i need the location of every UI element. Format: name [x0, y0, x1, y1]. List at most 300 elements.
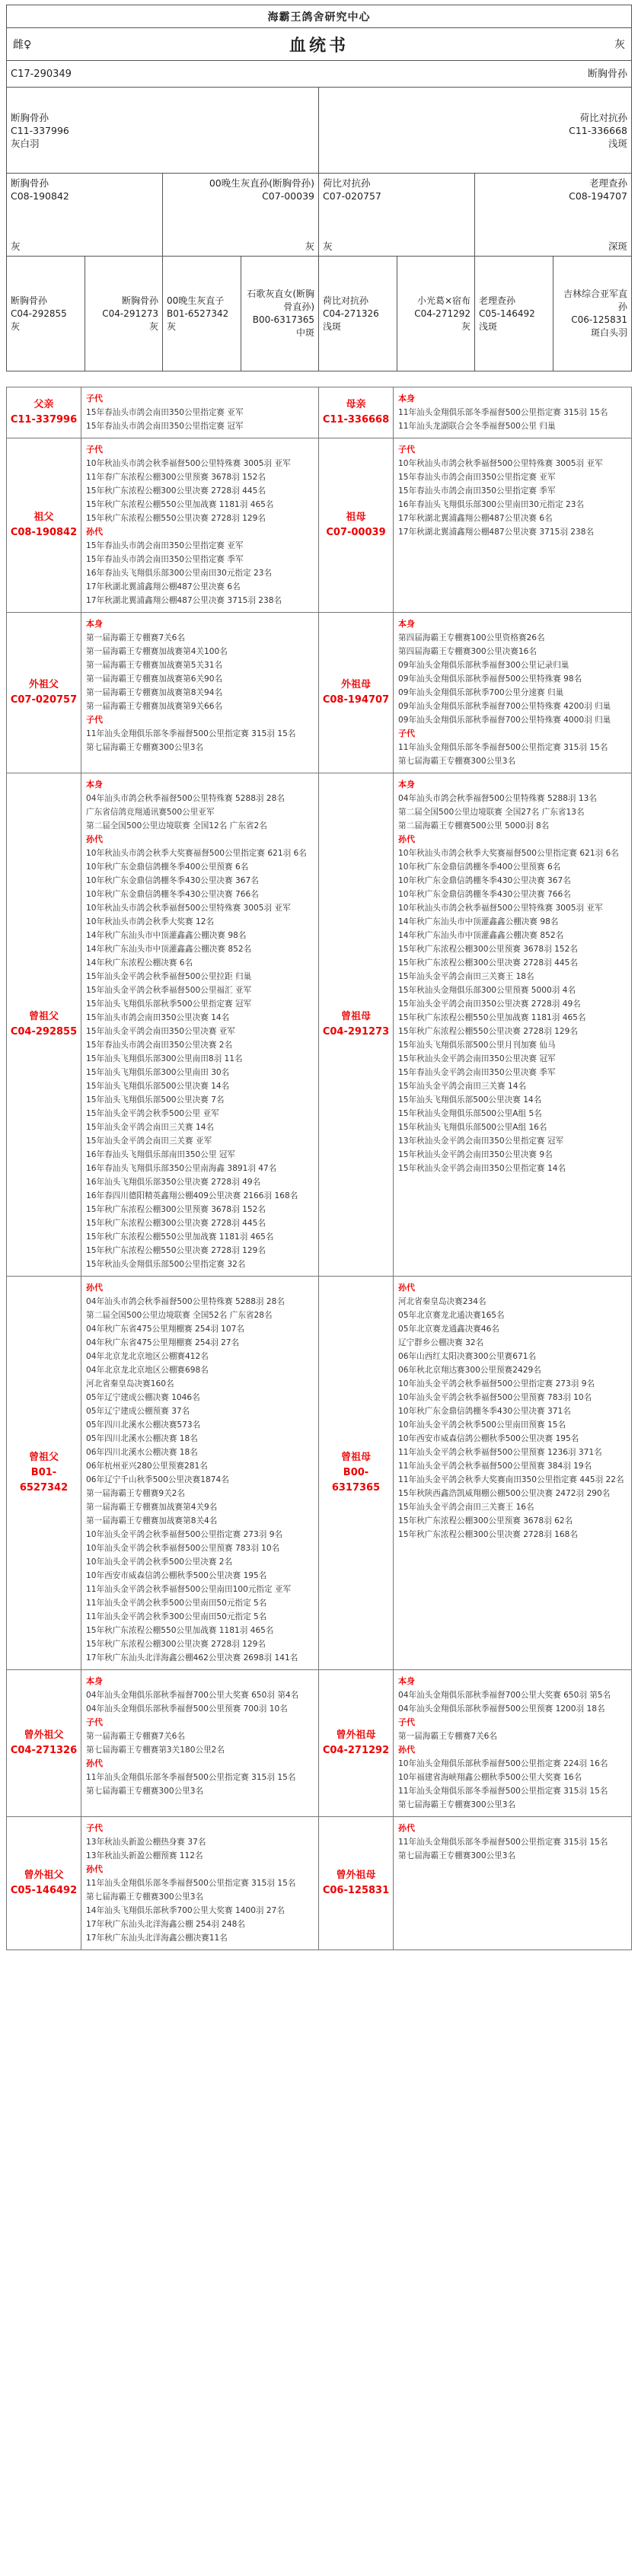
- ancestor-relation: 曾祖母: [340, 1452, 371, 1463]
- record-section-head: 孙代: [86, 527, 103, 537]
- record-line: 09年汕头金翔俱乐部秋季700公里分速赛 归巢: [398, 688, 564, 697]
- subject-color: 灰: [614, 39, 625, 51]
- record-line: 15年秋广东浓程公棚300公里预赛 3678羽 62名: [398, 1516, 573, 1526]
- ancestor-ring: C07-020757: [10, 694, 78, 706]
- record-section-head: 子代: [86, 715, 103, 725]
- record-line: 10年汕头金平鸽会秋季福督500公里预赛 783羽 10名: [398, 1393, 592, 1402]
- ancestor-ring: C11-337996: [10, 414, 78, 426]
- record-line: 15年汕头飞翔俱乐部300公里南田8羽 11名: [86, 1054, 243, 1063]
- great-grandparent-ring: C04-291273: [102, 308, 158, 319]
- grandparent-ring: C08-194707: [569, 190, 627, 202]
- record-line: 11年汕头龙湖联合会冬季福督500公里 归巢: [398, 422, 556, 431]
- record-line: 11年汕头金平鸽会秋季福督500公里南田100元指定 亚军: [86, 1585, 292, 1594]
- record-line: 第七届海霸王专棚赛300公里3名: [86, 743, 204, 752]
- subject-sex: 雌♀: [13, 39, 32, 51]
- ancestor-ring: C04-271292: [322, 1745, 390, 1756]
- record-line: 15年汕头金平鸽会秋季500公里 亚军: [86, 1109, 219, 1118]
- ancestor-relation: 曾祖父: [28, 1452, 59, 1463]
- record-line: 05年辽宁建成公棚决赛 1046名: [86, 1393, 200, 1402]
- ancestor-records: [394, 387, 631, 438]
- record-line: 15年秋汕头金平鸽会南田350公里决赛 冠军: [398, 1054, 556, 1063]
- record-line: 广东省信鸽竞翔通讯赛500公里亚军: [86, 808, 215, 817]
- grandparent-cell: [163, 174, 319, 256]
- record-line: 第一届海霸王专棚赛加战赛第4关100名: [86, 647, 228, 656]
- record-line: 10年秋汕头市鸽会秋季大奖赛福督500公里指定赛 621羽 6名: [86, 849, 307, 858]
- great-grandparent-cell: [475, 257, 553, 371]
- record-line: 第二届全国500公里边境联赛 全国52名 广东省28名: [86, 1311, 273, 1320]
- ancestor-relation: 祖父: [33, 512, 54, 523]
- record-line: 15年汕头金平鸽会秋季福督500公里福汇 亚军: [86, 986, 252, 995]
- record-line: 15年秋广东浓程公棚550公里决赛 2728羽 129名: [86, 514, 266, 523]
- record-section-head: 本身: [398, 1676, 415, 1686]
- record-line: 14年秋广东汕头市中顶灌鑫鑫公棚决赛 98名: [86, 931, 247, 940]
- record-line: 11年汕头金翔俱乐部冬季福督500公里指定赛 315羽 15名: [398, 1838, 608, 1847]
- record-line: 15年汕头飞翔俱乐部300公里南田 30名: [86, 1068, 230, 1077]
- record-line: 15年秋汕头金翔俱乐部500公里指定赛 32名: [86, 1260, 246, 1269]
- record-line: 04年秋广东省475公里翔棚赛 254羽 107名: [86, 1325, 244, 1334]
- ancestor-relation: 父亲: [33, 399, 54, 410]
- record-line: 15年汕头市鸽会南田350公里决赛 14名: [86, 1013, 230, 1022]
- record-line: 11年汕头金翔俱乐部冬季福督500公里指定赛 315羽 15名: [86, 1773, 296, 1782]
- record-line: 15年汕头金平鸽会南田三关赛王 16名: [398, 1503, 534, 1512]
- record-line: 第一届海霸王专棚赛9关2名: [86, 1489, 186, 1498]
- record-line: 17年秋湖北翼浦鑫翔公棚487公里决赛 6名: [398, 514, 553, 523]
- ancestor-label: [7, 1277, 81, 1669]
- record-line: 15年春汕头市鸽会南田350公里指定赛 亚军: [86, 541, 244, 550]
- record-line: 05年四川北溪水公棚决赛573名: [86, 1420, 201, 1430]
- loft-name: 海霸王鸽舍研究中心: [6, 5, 632, 27]
- record-line: 04年北京龙北京地区公棚赛698名: [86, 1366, 209, 1375]
- record-line: 16年春汕头飞翔俱乐部南田350公里 冠军: [86, 1150, 235, 1159]
- great-grandparent-cell: [241, 257, 320, 371]
- ancestor-ring: C07-00039: [326, 527, 386, 538]
- performance-row: [7, 1670, 631, 1817]
- certificate-title: 血统书: [289, 36, 349, 56]
- record-line: 第一届海霸王专棚赛加战赛第4关9名: [86, 1503, 218, 1512]
- grandparent-cell: [7, 174, 163, 256]
- record-line: 11年汕头金平鸽会秋季500公里南田50元指定 5名: [86, 1599, 267, 1608]
- great-grandparent-color: 灰: [461, 320, 471, 332]
- record-line: 04年汕头市鸽会秋季福督500公里特殊赛 5288羽 28名: [86, 794, 285, 803]
- record-line: 15年秋广东浓程公棚300公里决赛 2728羽 445名: [398, 958, 578, 968]
- record-line: 11年汕头金平鸽会秋季300公里南田50元指定 5名: [86, 1612, 267, 1621]
- record-line: 09年汕头金翔俱乐部秋季福督700公里特殊赛 4200羽 归巢: [398, 702, 611, 711]
- performance-row: [7, 613, 631, 773]
- mother-ring: C11-336668: [569, 124, 627, 136]
- ancestor-records: [81, 438, 319, 612]
- record-line: 10年汕头金翔俱乐部秋季福督500公里指定赛 224羽 16名: [398, 1759, 608, 1768]
- great-grandparent-cell: [85, 257, 164, 371]
- ancestor-label: [7, 1817, 81, 1950]
- record-section-head: 本身: [86, 619, 103, 629]
- father-strain: 断胸骨孙: [11, 111, 49, 123]
- great-grandparent-strain: 00晚生灰直子: [167, 295, 225, 306]
- grandparent-strain: 断胸骨孙: [11, 177, 49, 189]
- ancestor-label: [319, 1817, 394, 1950]
- grandparent-ring: C07-020757: [323, 190, 381, 202]
- father-ring: C11-337996: [11, 124, 69, 136]
- great-grandparent-strain: 吉林综合亚军直孙: [563, 289, 627, 312]
- record-line: 04年北京龙北京地区公棚赛412名: [86, 1352, 209, 1361]
- record-line: 15年秋汕头金翔俱乐部500公里A组 5名: [398, 1109, 542, 1118]
- title-bar: [6, 27, 632, 61]
- record-line: 17年秋广东汕头北洋海鑫公棚 254羽 248名: [86, 1920, 245, 1929]
- great-grandparent-cell: [397, 257, 476, 371]
- subject-ring: C17-290349: [11, 68, 72, 80]
- record-line: 15年汕头金平鸽会南田350公里决赛 2728羽 49名: [398, 999, 581, 1009]
- record-line: 11年汕头金翔俱乐部冬季福督500公里指定赛 315羽 15名: [86, 729, 296, 738]
- record-section-head: 本身: [398, 394, 415, 403]
- record-line: 15年秋广东浓程公棚300公里决赛 2728羽 168名: [398, 1530, 578, 1539]
- great-grandparent-color: 斑白头羽: [590, 327, 627, 338]
- record-line: 10年秋广东金鼎信鸽棚冬季400公里预赛 6名: [86, 862, 249, 872]
- record-line: 16年春汕头飞翔俱乐部350公里南海鑫 3891羽 47名: [86, 1164, 277, 1173]
- record-line: 10年秋汕头市鸽会秋季福督500公里特殊赛 3005羽 亚军: [398, 459, 603, 468]
- record-line: 第一届海霸王专棚赛加战赛第8关94名: [86, 688, 223, 697]
- record-line: 河北省秦皇岛决赛160名: [86, 1379, 174, 1388]
- great-grandparent-color: 浅斑: [479, 320, 498, 332]
- record-line: 辽宁群乡公棚决赛 32名: [398, 1338, 484, 1347]
- great-grandparent-cell: [319, 257, 397, 371]
- record-section-head: 子代: [86, 445, 103, 454]
- record-line: 10年秋汕头市鸽会秋季福督500公里特殊赛 3005羽 亚军: [86, 904, 291, 913]
- record-line: 第七届海霸王专棚赛300公里3名: [86, 1892, 204, 1902]
- ancestor-label: [319, 387, 394, 438]
- record-line: 15年春汕头市鸽会南田350公里决赛 2名: [86, 1041, 233, 1050]
- record-section-head: 本身: [86, 779, 103, 789]
- ancestor-records: [81, 387, 319, 438]
- ancestor-ring: C05-146492: [10, 1885, 78, 1896]
- great-grandparent-color: 灰: [148, 320, 158, 332]
- ancestor-label: [7, 613, 81, 773]
- pedigree-tree: [6, 61, 632, 371]
- great-grandparent-cell: [553, 257, 632, 371]
- record-line: 第一届海霸王专棚赛7关6名: [86, 1732, 186, 1741]
- record-line: 15年春汕头市鸽会南田350公里指定赛 季军: [86, 555, 244, 564]
- ancestor-records: [394, 1817, 631, 1950]
- record-line: 15年汕头金平鸽会南田350公里决赛 亚军: [86, 1027, 235, 1036]
- record-line: 第一届海霸王专棚赛加战赛第5关31名: [86, 661, 223, 670]
- record-line: 11年汕头金平鸽会秋季福督500公里预赛 384羽 19名: [398, 1462, 592, 1471]
- record-line: 15年秋广东浓程公棚300公里决赛 2728羽 445名: [86, 486, 266, 496]
- grandparent-cell: [319, 174, 475, 256]
- grandparent-color: 灰: [305, 241, 314, 252]
- father-cell: [7, 88, 319, 173]
- record-line: 11年汕头金翔俱乐部冬季福督500公里指定赛 315羽 15名: [86, 1879, 296, 1888]
- record-line: 14年秋广东浓程公棚决赛 6名: [86, 958, 193, 968]
- record-line: 14年秋广东汕头市中顶灌鑫鑫公棚决赛 852名: [398, 931, 564, 940]
- record-section-head: 子代: [398, 728, 415, 738]
- record-line: 06年山西红太阳决赛300公里赛671名: [398, 1352, 537, 1361]
- record-line: 15年春汕头市鸽会南田350公里指定赛 冠军: [86, 422, 244, 431]
- ancestor-records: [81, 1817, 319, 1950]
- great-grandparent-color: 灰: [167, 320, 177, 332]
- great-grandparent-ring: B00-6317365: [252, 314, 314, 325]
- record-line: 16年春汕头飞翔俱乐部300公里南田30元指定 23名: [86, 569, 273, 578]
- record-section-head: 孙代: [86, 1283, 103, 1293]
- record-line: 17年秋广东汕头北洋海鑫公棚462公里决赛 2698羽 141名: [86, 1653, 298, 1663]
- ancestor-records: [394, 613, 631, 773]
- record-line: 11年汕头金平鸽会秋季福督500公里预赛 1236羽 371名: [398, 1448, 602, 1457]
- record-line: 15年春汕头金平鸽会南田350公里决赛 季军: [398, 1068, 556, 1077]
- record-line: 15年秋汕头金翔俱乐部300公里预赛 5000羽 4名: [398, 986, 576, 995]
- record-line: 11年汕头金翔俱乐部冬季福督500公里指定赛 315羽 15名: [398, 743, 608, 752]
- record-line: 04年汕头金翔俱乐部秋季福督700公里大奖赛 650羽 第5名: [398, 1691, 611, 1700]
- ancestor-relation: 外祖父: [28, 679, 59, 690]
- record-line: 第七届海霸王专棚赛300公里3名: [86, 1787, 204, 1796]
- record-line: 15年秋广东浓程公棚300公里决赛 2728羽 445名: [86, 1219, 266, 1228]
- ancestor-label: [319, 773, 394, 1276]
- record-section-head: 子代: [86, 1717, 103, 1727]
- ancestor-ring: C04-292855: [10, 1026, 78, 1038]
- record-line: 15年汕头金平鸽会南田三关赛 14名: [86, 1123, 215, 1132]
- record-line: 06年杭州亚兴280公里预赛281名: [86, 1462, 208, 1471]
- record-line: 15年春汕头市鸽会南田350公里指定赛 季军: [398, 486, 556, 496]
- record-line: 10年秋汕头市鸽会秋季大奖赛福督500公里指定赛 621羽 6名: [398, 849, 619, 858]
- record-line: 15年汕头金平鸽会南田三关赛 亚军: [86, 1137, 212, 1146]
- ancestor-relation: 曾外祖父: [24, 1870, 64, 1881]
- record-line: 14年汕头飞翔俱乐部秋季700公里大奖赛 1400羽 27名: [86, 1906, 285, 1915]
- record-line: 09年汕头金翔俱乐部秋季福督700公里特殊赛 4000羽 归巢: [398, 716, 611, 725]
- great-grandparent-ring: C04-271326: [323, 308, 379, 319]
- ancestor-ring: C11-336668: [322, 414, 390, 426]
- ancestor-records: [394, 773, 631, 1276]
- record-line: 第一届海霸王专棚赛加战赛第8关4名: [86, 1516, 218, 1526]
- ancestor-ring: B00-6317365: [331, 1467, 381, 1494]
- ancestor-relation: 曾祖父: [28, 1011, 59, 1022]
- record-line: 10年秋汕头市鸽会秋季大奖赛 12名: [86, 917, 215, 926]
- ancestor-records: [394, 1277, 631, 1669]
- record-section-head: 子代: [398, 1717, 415, 1727]
- grandparent-cell: [475, 174, 631, 256]
- record-line: 13年秋汕头新盈公棚预赛 112名: [86, 1851, 203, 1860]
- grandparent-color: 灰: [323, 241, 333, 252]
- record-line: 10年汕头金平鸽会秋季500公里决赛 2名: [86, 1557, 233, 1567]
- great-grandparent-ring: C04-292855: [11, 308, 67, 319]
- record-line: 15年汕头金平鸽会南田三关赛王 18名: [398, 972, 534, 981]
- record-line: 05年北京赛龙北通决赛165名: [398, 1311, 505, 1320]
- record-line: 10年秋广东金鼎信鸽棚冬季430公里决赛 766名: [398, 890, 571, 899]
- record-line: 10年汕头金平鸽会秋季福督500公里指定赛 273羽 9名: [398, 1379, 595, 1388]
- ancestor-label: [319, 613, 394, 773]
- subject-cell: [7, 61, 631, 87]
- record-section-head: 孙代: [398, 1283, 415, 1293]
- great-grandparent-cell: [163, 257, 241, 371]
- ancestor-label: [7, 438, 81, 612]
- record-section-head: 本身: [86, 1676, 103, 1686]
- record-section-head: 孙代: [86, 1864, 103, 1874]
- record-line: 10年秋广东金鼎信鸽棚冬季400公里预赛 6名: [398, 862, 561, 872]
- record-line: 15年春汕头市鸽会南田350公里指定赛 亚军: [86, 408, 244, 417]
- father-color: 灰白羽: [11, 137, 40, 149]
- mother-color: 浅斑: [608, 137, 627, 149]
- record-line: 第四届海霸王专棚赛100公里资格赛26名: [398, 633, 545, 642]
- record-line: 05年辽宁建成公棚预赛 37名: [86, 1407, 190, 1416]
- record-line: 17年秋广东汕头北洋海鑫公棚决赛11名: [86, 1934, 228, 1943]
- great-grandparent-strain: 老理查孙: [479, 295, 516, 306]
- grandparent-ring: C07-00039: [262, 190, 314, 202]
- record-line: 10年秋广东金鼎信鸽棚冬季430公里决赛 367名: [86, 876, 259, 885]
- record-section-head: 子代: [86, 1823, 103, 1833]
- record-line: 15年秋陕西鑫浩凯威翔棚公棚500公里决赛 2472羽 290名: [398, 1489, 611, 1498]
- record-line: 15年春汕头市鸽会南田350公里指定赛 亚军: [398, 473, 556, 482]
- record-line: 15年汕头飞翔俱乐部秋季500公里指定赛 冠军: [86, 999, 252, 1009]
- great-grandparent-color: 浅斑: [323, 320, 342, 332]
- record-line: 10年汕头金平鸽会秋季500公里南田预赛 15名: [398, 1420, 566, 1430]
- ancestor-records: [81, 1670, 319, 1816]
- record-line: 15年汕头飞翔俱乐部500公里月刊加赛 仙马: [398, 1041, 556, 1050]
- record-line: 15年汕头金平鸽会南田三关赛 14名: [398, 1082, 527, 1091]
- record-line: 15年汕头金平鸽会秋季福督500公里拉距 归巢: [86, 972, 252, 981]
- record-section-head: 子代: [398, 445, 415, 454]
- record-line: 06年辽宁千山秋季500公里决赛1874名: [86, 1475, 229, 1484]
- record-line: 17年秋湖北翼浦鑫翔公棚487公里决赛 3715羽 238名: [86, 596, 282, 605]
- record-line: 第二届全国500公里边境联赛 全国27名 广东省13名: [398, 808, 585, 817]
- record-line: 15年秋广东浓程公棚550公里加战赛 1181羽 465名: [86, 1626, 274, 1635]
- record-line: 15年秋汕头飞翔俱乐部500公里A组 16名: [398, 1123, 547, 1132]
- record-line: 15年秋广东浓程公棚550公里加战赛 1181羽 465名: [86, 500, 274, 509]
- great-grandparent-strain: 石歌灰直女(断胸骨直孙): [247, 289, 314, 312]
- grandparent-strain: 荷比对抗孙: [323, 177, 371, 189]
- ancestor-relation: 祖母: [346, 512, 366, 523]
- great-grandparent-strain: 断胸骨孙: [11, 295, 48, 306]
- grandparent-ring: C08-190842: [11, 190, 69, 202]
- ancestor-relation: 曾外祖母: [336, 1870, 376, 1881]
- ancestor-relation: 曾外祖母: [336, 1730, 376, 1741]
- record-line: 14年秋广东汕头市中顶灌鑫鑫公棚决赛 852名: [86, 945, 252, 954]
- grandparent-strain: 老理查孙: [589, 177, 627, 189]
- record-line: 04年汕头金翔俱乐部秋季福督500公里预赛 1200羽 18名: [398, 1704, 605, 1714]
- record-line: 04年汕头金翔俱乐部秋季福督700公里大奖赛 650羽 第4名: [86, 1691, 299, 1700]
- record-line: 05年四川北溪水公棚决赛 18名: [86, 1434, 198, 1443]
- record-line: 15年秋广东浓程公棚550公里决赛 2728羽 129名: [86, 1246, 266, 1255]
- record-line: 11年汕头金翔俱乐部冬季福督500公里指定赛 315羽 15名: [398, 1787, 608, 1796]
- record-line: 10年西安市威森信鸽公棚秋季500公里决赛 195名: [86, 1571, 267, 1580]
- great-grandparent-ring: B01-6527342: [167, 308, 229, 319]
- ancestor-records: [394, 1670, 631, 1816]
- record-line: 15年秋广东浓程公棚300公里预赛 3678羽 152名: [86, 1205, 266, 1214]
- record-section-head: 孙代: [398, 834, 415, 844]
- record-line: 第七届海霸王专棚赛第3关180公里2名: [86, 1745, 225, 1755]
- ancestor-ring: C06-125831: [322, 1885, 390, 1896]
- great-grandparent-color: 中斑: [295, 327, 314, 338]
- record-line: 04年秋广东省475公里翔棚赛 254羽 27名: [86, 1338, 240, 1347]
- performance-row: [7, 773, 631, 1277]
- record-line: 11年汕头金平鸽会秋季大奖赛南田350公里指定赛 445羽 22名: [398, 1475, 624, 1484]
- record-line: 15年秋汕头金平鸽会南田350公里决赛 9名: [398, 1150, 553, 1159]
- ancestor-label: [7, 387, 81, 438]
- great-grandparent-color: 灰: [11, 320, 21, 332]
- ancestor-ring: C04-271326: [10, 1745, 78, 1756]
- record-line: 15年汕头飞翔俱乐部500公里决赛 7名: [86, 1095, 225, 1105]
- record-line: 04年汕头市鸽会秋季福督500公里特殊赛 5288羽 28名: [86, 1297, 285, 1306]
- ancestor-ring: C08-194707: [322, 694, 390, 706]
- record-section-head: 本身: [398, 779, 415, 789]
- record-line: 10年秋广东金鼎信鸽棚冬季430公里决赛 367名: [398, 876, 571, 885]
- performance-table: [6, 387, 632, 1950]
- record-line: 16年春汕头飞翔俱乐部300公里南田30元指定 23名: [398, 500, 585, 509]
- performance-row: [7, 387, 631, 438]
- ancestor-records: [394, 438, 631, 612]
- record-line: 第七届海霸王专棚赛300公里3名: [398, 757, 516, 766]
- great-grandparent-strain: 断胸骨孙: [121, 295, 158, 306]
- record-line: 16年汕头飞翔俱乐部350公里决赛 2728羽 49名: [86, 1178, 261, 1187]
- record-line: 16年春四川德阳精英鑫翔公棚409公里决赛 2166羽 168名: [86, 1191, 298, 1200]
- record-line: 第一届海霸王专棚赛7关6名: [398, 1732, 498, 1741]
- record-line: 第二届海霸王专棚赛500公里 5000羽 8名: [398, 821, 550, 831]
- record-line: 10年秋汕头市鸽会秋季福督500公里特殊赛 3005羽 亚军: [86, 459, 291, 468]
- record-line: 04年汕头市鸽会秋季福督500公里特殊赛 5288羽 13名: [398, 794, 597, 803]
- record-line: 10年秋广东金鼎信鸽棚冬季430公里决赛 371名: [398, 1407, 571, 1416]
- record-line: 第一届海霸王专棚赛加战赛第9关66名: [86, 702, 223, 711]
- mother-strain: 荷比对抗孙: [579, 111, 627, 123]
- performance-row: [7, 1277, 631, 1670]
- great-grandparent-ring: C04-271292: [414, 308, 471, 319]
- great-grandparent-ring: C05-146492: [479, 308, 535, 319]
- ancestor-records: [81, 613, 319, 773]
- performance-row: [7, 1817, 631, 1950]
- record-line: 06年秋北京翔达赛300公里预赛2429名: [398, 1366, 541, 1375]
- ancestor-label: [319, 1277, 394, 1669]
- record-section-head: 子代: [86, 394, 103, 403]
- record-line: 13年秋汕头新盈公棚热身赛 37名: [86, 1838, 206, 1847]
- grandparent-color: 深斑: [608, 241, 627, 252]
- record-line: 10年汕头金平鸽会秋季福督500公里预赛 783羽 10名: [86, 1544, 280, 1553]
- ancestor-records: [81, 1277, 319, 1669]
- record-section-head: 孙代: [86, 834, 103, 844]
- record-line: 第七届海霸王专棚赛300公里3名: [398, 1851, 516, 1860]
- record-line: 17年秋湖北翼浦鑫翔公棚487公里决赛 3715羽 238名: [398, 528, 595, 537]
- ancestor-relation: 曾外祖父: [24, 1730, 64, 1741]
- record-line: 13年秋汕头金平鸽会南田350公里指定赛 冠军: [398, 1137, 564, 1146]
- ancestor-ring: C08-190842: [10, 527, 78, 538]
- record-line: 15年秋广东浓程公棚550公里加战赛 1181羽 465名: [86, 1232, 274, 1242]
- record-line: 06年四川北溪水公棚决赛 18名: [86, 1448, 198, 1457]
- record-line: 04年汕头金翔俱乐部秋季福督500公里预赛 700羽 10名: [86, 1704, 288, 1714]
- record-line: 17年秋湖北翼浦鑫翔公棚487公里决赛 6名: [86, 582, 241, 591]
- grandparent-strain: 00晚生灰直孙(断胸骨孙): [209, 177, 314, 189]
- ancestor-label: [319, 438, 394, 612]
- grandparent-color: 灰: [11, 241, 21, 252]
- record-line: 14年秋广东汕头市中顶灌鑫鑫公棚决赛 98名: [398, 917, 559, 926]
- record-line: 05年北京赛龙通鑫决赛46名: [398, 1325, 499, 1334]
- great-grandparent-strain: 小光葛×宿布: [416, 295, 471, 306]
- ancestor-relation: 母亲: [346, 399, 366, 410]
- great-grandparent-cell: [7, 257, 85, 371]
- record-line: 09年汕头金翔俱乐部秋季福督500公里特殊赛 98名: [398, 674, 582, 684]
- record-line: 15年汕头飞翔俱乐部500公里决赛 14名: [398, 1095, 542, 1105]
- record-line: 15年秋广东浓程公棚300公里决赛 2728羽 129名: [86, 1640, 266, 1649]
- record-line: 15年秋广东浓程公棚550公里决赛 2728羽 129名: [398, 1027, 578, 1036]
- record-line: 15年秋广东浓程公棚550公里加战赛 1181羽 465名: [398, 1013, 586, 1022]
- record-line: 10年西安市威森信鸽公棚秋季500公里决赛 195名: [398, 1434, 579, 1443]
- record-line: 10年秋汕头市鸽会秋季福督500公里特殊赛 3005羽 亚军: [398, 904, 603, 913]
- record-line: 15年秋广东浓程公棚300公里预赛 3678羽 152名: [398, 945, 578, 954]
- record-section-head: 孙代: [86, 1758, 103, 1768]
- record-line: 15年秋汕头金平鸽会南田350公里指定赛 14名: [398, 1164, 566, 1173]
- record-line: 河北省秦皇岛决赛234名: [398, 1297, 486, 1306]
- ancestor-records: [81, 773, 319, 1276]
- performance-row: [7, 438, 631, 613]
- ancestor-label: [7, 773, 81, 1276]
- record-line: 10年汕头金平鸽会秋季福督500公里指定赛 273羽 9名: [86, 1530, 283, 1539]
- subject-strain: 断胸骨孙: [587, 68, 627, 80]
- mother-cell: [319, 88, 631, 173]
- record-line: 15年汕头飞翔俱乐部500公里决赛 14名: [86, 1082, 230, 1091]
- great-grandparent-ring: C06-125831: [571, 314, 627, 325]
- record-line: 第二届全国500公里边境联赛 全国12名 广东省2名: [86, 821, 267, 831]
- record-line: 第四届海霸王专棚赛300公里决赛16名: [398, 647, 538, 656]
